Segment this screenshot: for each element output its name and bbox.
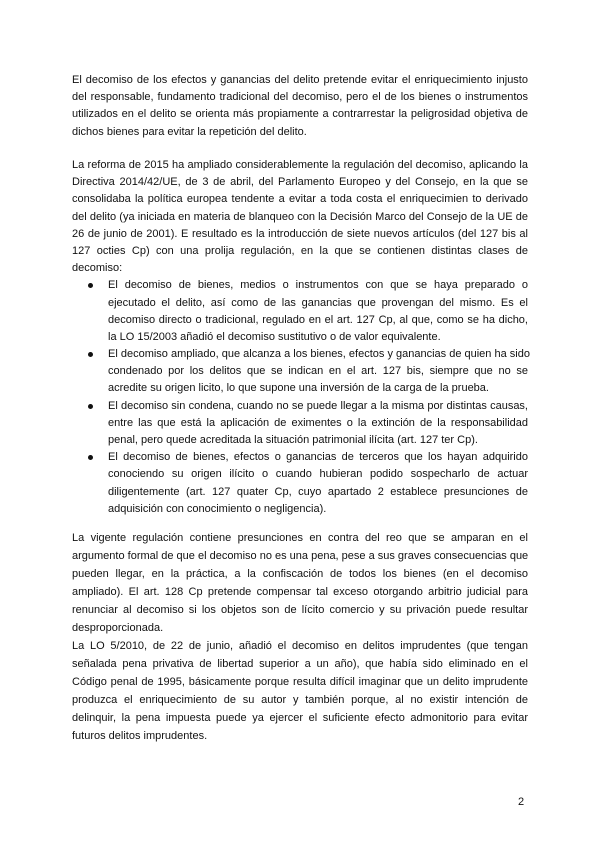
page-number: 2 (518, 796, 525, 808)
text-line: consolidaba la política europea tendente a evitar a toda costa el enriquecimien to derivado (72, 193, 528, 206)
bullet-icon (88, 352, 93, 357)
paragraph-3 (72, 529, 528, 637)
text-line: El decomiso de bienes, efectos o ganancias de terceros que los hayan adquirido (108, 451, 528, 464)
text-line: señalada pena privativa de libertad superior a un año), que había sido eliminado en el (72, 658, 528, 670)
paragraph-2-text (72, 157, 528, 277)
text-line: La reforma de 2015 ha ampliado considerablemente la regulación del decomiso, aplicando la (72, 159, 528, 171)
text-line: entre las que está la aplicación de eximentes o la extinción de la responsabilidad (108, 416, 528, 429)
paragraph-3-4 (72, 529, 528, 745)
text-line: delinquir, la pena impuesta puede ya ejercer el suficiente efecto admonitorio para evitar (72, 712, 528, 724)
text-line: dichos bienes para evitar la repetición del delito. (72, 125, 307, 138)
text-line: Directiva 2014/42/UE, de 3 de abril, del Parlamento Europeo y del Consejo, en la que se (72, 176, 528, 189)
text-line: utilizados en el delito se orienta más propiamente a contrarrestar la peligrosidad objetiva de (72, 108, 528, 121)
text-line: argumento formal de que el decomiso no es una pena, pese a sus graves consecuencias que (72, 550, 529, 562)
paragraph-2 (72, 157, 528, 518)
text-line: El decomiso de los efectos y ganancias del delito pretende evitar el enriquecimiento injusto (72, 74, 528, 86)
text-line: desproporcionada. (72, 622, 164, 634)
list-item (72, 277, 528, 346)
bullet-icon (88, 404, 93, 409)
text-line: condenado por los delitos que se indican en el art. 127 bis, siempre que no se (108, 365, 528, 378)
bullet-list (72, 277, 528, 518)
text-line: La LO 5/2010, de 22 de junio, añadió el decomiso en delitos imprudentes (que tengan (72, 640, 528, 652)
text-line: futuros delitos imprudentes. (72, 730, 208, 742)
text-line: del delito (ya iniciada en materia de blanqueo con la Decisión Marco del Consejo de la UE de (72, 210, 528, 223)
text-line: ejecutado el delito, así como de las ganancias que provengan del mismo. Es el (108, 296, 528, 309)
text-line: pueden llegar, en la práctica, a la confiscación de todos los bienes (en el decomiso (72, 568, 528, 580)
text-line: 26 de junio de 2001). E resultado es la introducción de siete nuevos artículos (del 127 bis al (72, 227, 528, 240)
text-line: produzca el enriquecimiento de su autor y también porque, al no existir intención de (72, 694, 528, 706)
text-line: adquisición con conocimiento o negligencia). (108, 502, 327, 515)
text-line: El decomiso sin condena, cuando no se puede llegar a la misma por distintas causas, (108, 399, 528, 412)
text-line: la LO 15/2003 añadió el decomiso sustitutivo o de valor equivalente. (108, 330, 441, 343)
text-line: diligentemente (art. 127 quater Cp, cuyo apartado 2 establece presunciones de (108, 485, 528, 498)
text-line: El decomiso ampliado, que alcanza a los bienes, efectos y ganancias de quien ha sido (108, 348, 530, 361)
text-line: 127 octies Cp) con una prolija regulación, en la que se contienen distintas clases de (72, 244, 528, 257)
text-line: renunciar al decomiso si los objetos son de lícito comercio y su privación puede resultar (72, 604, 528, 616)
text-line: decomiso directo o tradicional, regulado en el art. 127 Cp, al que, como se ha dicho, (108, 313, 528, 326)
text-line: acredite su origen licito, lo que supone una inversión de la carga de la prueba. (108, 382, 489, 395)
text-line: ampliado). El art. 128 Cp pretende compensar tal exceso otorgando arbitrio judicial para (72, 586, 528, 598)
bullet-icon (88, 283, 93, 288)
list-item (72, 398, 528, 450)
bullet-icon (88, 455, 93, 460)
paragraph-1 (72, 72, 528, 141)
text-line: del responsable, fundamento tradicional del decomiso, pero el de los bienes o instrumentos (72, 91, 528, 104)
text-line: El decomiso de bienes, medios o instrumentos con que se haya preparado o (108, 279, 528, 292)
text-line: La vigente regulación contiene presunciones en contra del reo que se amparan en el (72, 532, 528, 544)
text-line: Código penal de 1995, básicamente porque resulta difícil imaginar que un delito imprudente (72, 676, 528, 688)
text-line: conociendo su origen ilícito o cuando hubieran podido sospecharlo de actuar (108, 468, 528, 481)
text-line: decomiso: (72, 262, 123, 275)
paragraph-4 (72, 637, 528, 745)
list-item (72, 346, 528, 398)
text-line: penal, pero quede acreditada la situación patrimonial ilícita (art. 127 ter Cp). (108, 434, 478, 446)
list-item (72, 449, 528, 518)
